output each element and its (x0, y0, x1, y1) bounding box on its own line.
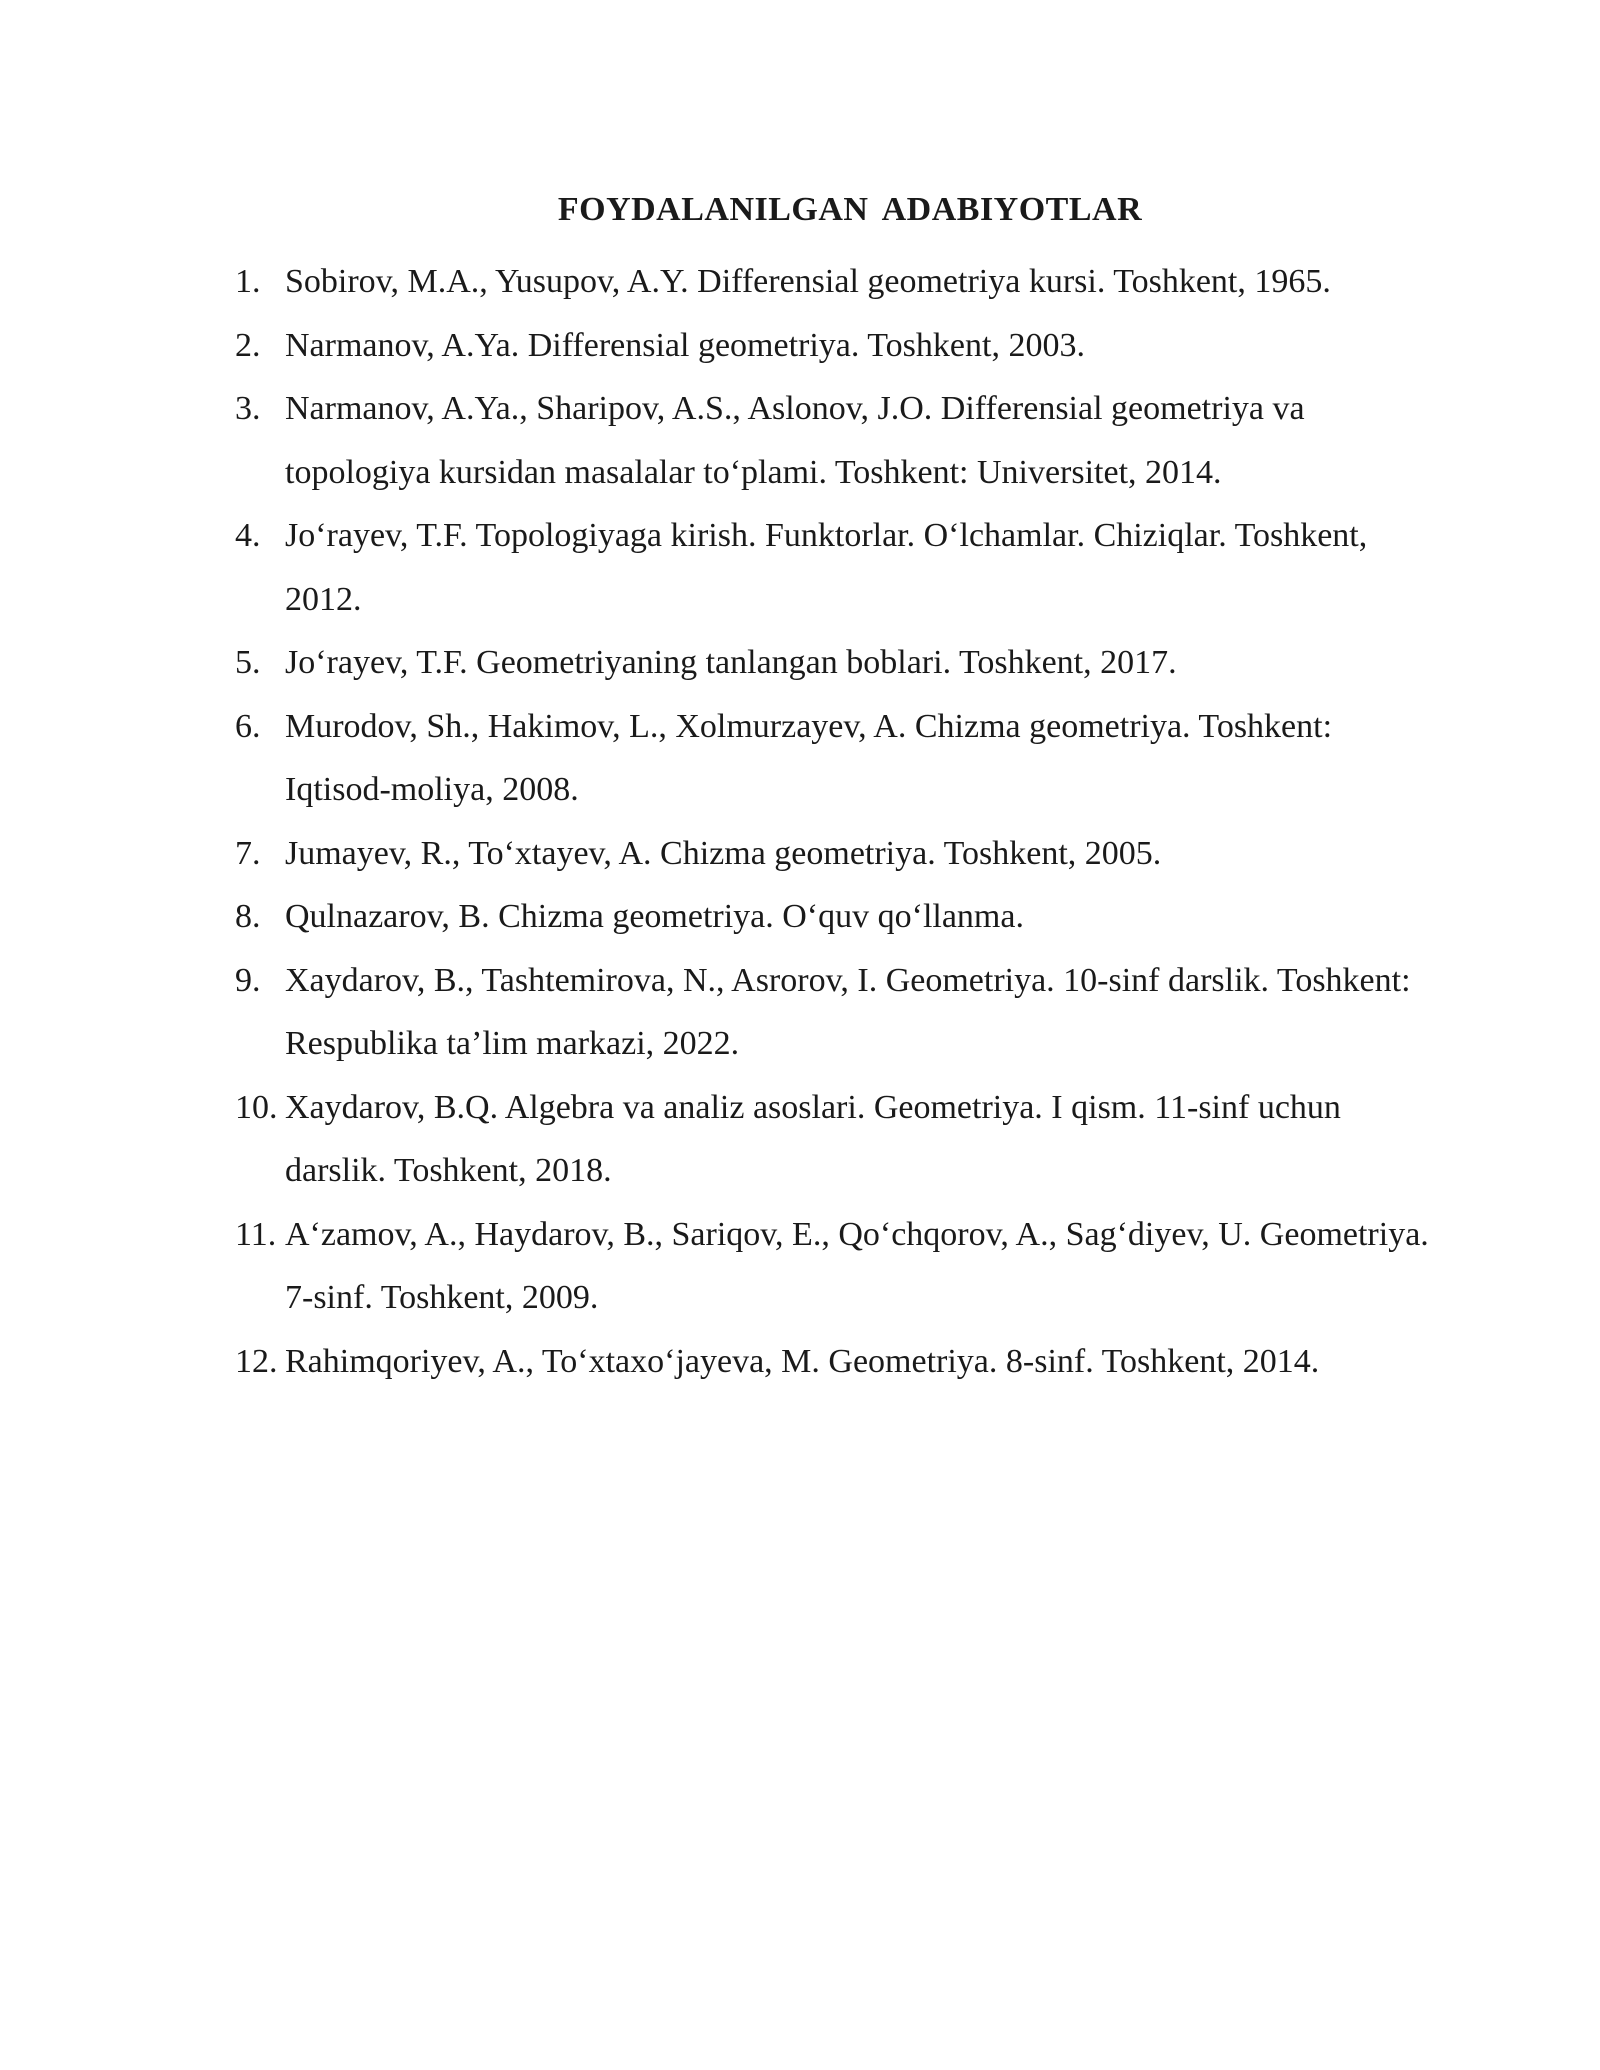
reference-number: 6. (235, 707, 261, 745)
reference-item (235, 1330, 1435, 1394)
reference-number: 2. (235, 326, 261, 364)
reference-item (235, 695, 1435, 822)
reference-number: 3. (235, 390, 261, 427)
reference-text: Jumayev, R., To‘xtayev, A. Chizma geometriya. Toshkent, 2005. (285, 834, 1162, 872)
reference-text: Rahimqoriyev, A., To‘xtaxo‘jayeva, M. Geometriya. 8-sinf. Toshkent, 2014. (285, 1342, 1320, 1380)
reference-item (235, 822, 1435, 886)
reference-text: Jo‘rayev, T.F. Geometriyaning tanlangan boblari. Toshkent, 2017. (285, 644, 1177, 681)
reference-text: Qulnazarov, B. Chizma geometriya. O‘quv qo‘llanma. (285, 898, 1024, 935)
reference-item (235, 1203, 1435, 1330)
reference-text: Narmanov, A.Ya., Sharipov, A.S., Aslonov, J.O. Differensial geometriya va topologiya kursidan masalalar to‘plami. Toshkent: Universitet, 2014. (285, 390, 1305, 491)
reference-item (235, 631, 1435, 695)
page-title: FOYDALANILGAN ADABIYOTLAR (557, 191, 1143, 228)
reference-item (235, 949, 1435, 1076)
reference-number: 1. (235, 263, 261, 300)
reference-number: 11. (235, 1215, 277, 1253)
reference-item (235, 1076, 1435, 1203)
reference-text: Murodov, Sh., Hakimov, L., Xolmurzayev, A. Chizma geometriya. Toshkent: Iqtisod-moliya, 2008. (285, 707, 1333, 808)
reference-number: 12. (235, 1342, 278, 1380)
reference-text: Xaydarov, B., Tashtemirova, N., Asrorov, I. Geometriya. 10-sinf darslik. Toshkent: Respublika ta’lim markazi, 2022. (285, 961, 1411, 1062)
reference-list (235, 250, 1435, 1393)
reference-number: 5. (235, 644, 261, 681)
reference-text: Xaydarov, B.Q. Algebra va analiz asoslari. Geometriya. I qism. 11-sinf uchun darslik. Toshkent, 2018. (285, 1088, 1341, 1189)
reference-text: Sobirov, M.A., Yusupov, A.Y. Differensial geometriya kursi. Toshkent, 1965. (285, 263, 1331, 300)
reference-number: 8. (235, 898, 261, 935)
reference-item (235, 885, 1435, 949)
reference-number: 10. (235, 1088, 278, 1126)
reference-text: Narmanov, A.Ya. Differensial geometriya. Toshkent, 2003. (285, 326, 1085, 364)
reference-item (235, 377, 1435, 504)
reference-item (235, 504, 1435, 631)
reference-item (235, 250, 1435, 314)
reference-text: A‘zamov, A., Haydarov, B., Sariqov, E., Qo‘chqorov, A., Sag‘diyev, U. Geometriya. 7-sinf. Toshkent, 2009. (285, 1215, 1429, 1316)
reference-item (235, 314, 1435, 378)
reference-number: 4. (235, 517, 261, 554)
reference-text: Jo‘rayev, T.F. Topologiyaga kirish. Funktorlar. O‘lchamlar. Chiziqlar. Toshkent, 2012. (285, 517, 1368, 618)
reference-number: 7. (235, 834, 261, 872)
reference-number: 9. (235, 961, 261, 999)
